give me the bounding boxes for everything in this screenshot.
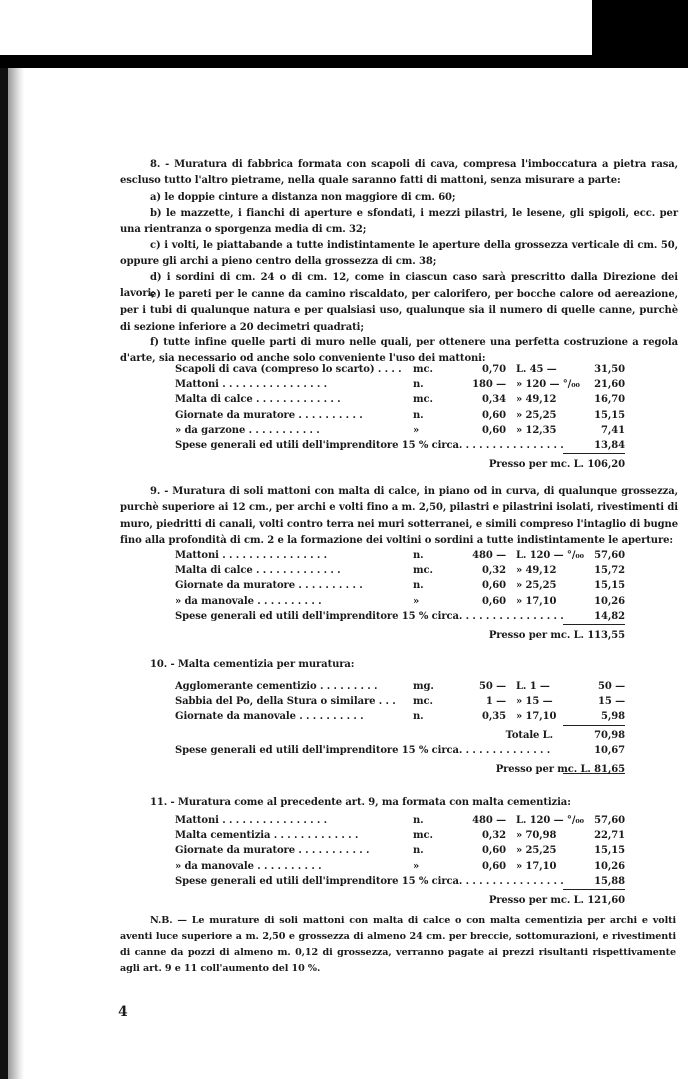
sec8-item-f: f) tutte infine quelle parti di muro nelle quali, per ottenere una perfetta costruzione a regola d'arte, sia necessario od anche solo conveniente l'uso dei mattoni: xyxy=(120,337,678,365)
sec8-intro: 8. - Muratura di fabbrica formata con scapoli di cava, compresa l'imboccatura a pietra rasa, escluso tutto l'altro pietrame, nella quale saranno fatti di mattoni, senza misurare a parte: xyxy=(120,159,678,187)
sec8-item-d: d) i sordini di cm. 24 o di cm. 12, come in ciascun caso sarà prescritto dalla Direzione dei lavori; xyxy=(120,272,678,300)
sum-rule xyxy=(563,725,625,726)
table-row: Mattoni . . . . . . . . . . . . . . . . n. 480 — L. 120 — °/₀₀ 57,60 xyxy=(175,550,625,561)
sec11-cost-table xyxy=(170,813,625,908)
sec8-item-b: b) le mazzette, i fianchi di aperture e sfondati, i mezzi pilastri, le lesene, gli spigoli, ecc. per una rientranza o sporgenza media di cm. 32; xyxy=(120,208,678,236)
table-row: Agglomerante cementizio . . . . . . . . . mg. 50 — L. 1 — 50 — xyxy=(175,681,625,692)
table-row: Malta cementizia . . . . . . . . . . . . . mc. 0,32 » 70,98 22,71 xyxy=(175,830,625,842)
sec8-item-c: c) i volti, le piattabande a tutte indistintamente le aperture della grossezza verticale di cm. 50, oppure gli archi a pieno centro della grossezza di cm. 38; xyxy=(120,240,678,268)
sec11-title: 11. - Muratura come al precedente art. 9, ma formata con malta cementizia: xyxy=(150,797,571,808)
sec10-cost-table xyxy=(170,679,625,777)
sum-rule xyxy=(563,624,625,625)
sec11-price-total: Presso per mc. L. 121,60 xyxy=(488,894,625,906)
sum-rule xyxy=(563,453,625,454)
table-row: » da manovale . . . . . . . . . . » 0,60 » 17,10 10,26 xyxy=(175,595,625,607)
sec9-intro: 9. - Muratura di soli mattoni con malta di calce, in piano od in curva, di qualunque grossezza, purchè superiore ai 12 cm., per archi e volti fino a m. 2,50, pilastri e pilastrini isolati, rivestimenti di muro, piedritti di canali, volti contro terra nei muri sotterranei, e simili compreso l'intaglio di bugne fino alla profondità di cm. 2 e la formazione dei voltini o sordini a tutte indistintamente le aperture: xyxy=(120,486,678,546)
table-row: Spese generali ed utili dell'imprenditore 15 % circa. . . . . . . . . . . . . . . . 15,88 xyxy=(175,875,625,887)
table-row: Mattoni . . . . . . . . . . . . . . . . n. 480 — L. 120 — °/₀₀ 57,60 xyxy=(175,815,625,826)
table-row: Malta di calce . . . . . . . . . . . . . mc. 0,34 » 49,12 16,70 xyxy=(175,394,625,406)
sec8-item-a: a) le doppie cinture a distanza non maggiore di cm. 60; xyxy=(150,192,456,203)
table-row: Malta di calce . . . . . . . . . . . . . mc. 0,32 » 49,12 15,72 xyxy=(175,565,625,577)
table-row: Giornate da muratore . . . . . . . . . . . n. 0,60 » 25,25 15,15 xyxy=(175,845,625,857)
sec9-cost-table xyxy=(170,548,625,643)
table-row: Spese generali ed utili dell'imprenditore 15 % circa. . . . . . . . . . . . . . . . 13,84 xyxy=(175,439,625,451)
table-row: Giornate da muratore . . . . . . . . . . n. 0,60 » 25,25 15,15 xyxy=(175,409,625,421)
table-row: Scapoli di cava (compreso lo scarto) . . . . mc. 0,70 L. 45 — 31,50 xyxy=(175,364,625,375)
table-row: » da garzone . . . . . . . . . . . » 0,60 » 12,35 7,41 xyxy=(175,424,625,436)
sum-rule xyxy=(563,889,625,890)
sec10-spese-row: Spese generali ed utili dell'imprenditore 15 % circa. . . . . . . . . . . . . . 10,67 xyxy=(175,744,625,756)
sec10-title: 10. - Malta cementizia per muratura: xyxy=(150,659,355,670)
table-row: Giornate da manovale . . . . . . . . . . n. 0,35 » 17,10 5,98 xyxy=(175,711,625,723)
table-row: » da manovale . . . . . . . . . . » 0,60 » 17,10 10,26 xyxy=(175,860,625,872)
nb-footnote: N.B. — Le murature di soli mattoni con malta di calce o con malta cementizia per archi e volti aventi luce superiore a m. 2,50 e grossezza di almeno 24 cm. per breccie, sottomurazioni, e rivestimenti di canne da pozzi di almeno m. 0,12 di grossezza, verranno pagate ai prezzi risultanti rispettivamente agli art. 9 e 11 coll'aumento del 10 %. xyxy=(120,915,676,974)
sec8-price-total: Presso per mc. L. 106,20 xyxy=(488,459,625,471)
table-row: Spese generali ed utili dell'imprenditore 15 % circa. . . . . . . . . . . . . . . . 14,82 xyxy=(175,610,625,622)
table-row: Sabbia del Po, della Stura o similare . . . mc. 1 — » 15 — 15 — xyxy=(175,696,625,708)
sec10-totale-row: Totale L. 70,98 xyxy=(505,729,625,741)
table-row: Giornate da muratore . . . . . . . . . . n. 0,60 » 25,25 15,15 xyxy=(175,580,625,592)
sec9-price-total: Presso per mc. L. 113,55 xyxy=(488,629,625,641)
sec10-price-total: Presso per mc. L. 81,65 xyxy=(495,763,625,775)
table-row: Mattoni . . . . . . . . . . . . . . . . n. 180 — » 120 — °/₀₀ 21,60 xyxy=(175,379,625,391)
sec8-item-e: e) le pareti per le canne da camino riscaldato, per calorifero, per bocche calore od aereazione, per i tubi di qualunque natura e per qualsiasi uso, qualunque sia il numero di quelle canne, purchè di sezione inferiore a 20 decimetri quadrati; xyxy=(120,289,678,333)
sec8-cost-table xyxy=(170,362,625,472)
page-number: 4 xyxy=(118,1004,128,1020)
